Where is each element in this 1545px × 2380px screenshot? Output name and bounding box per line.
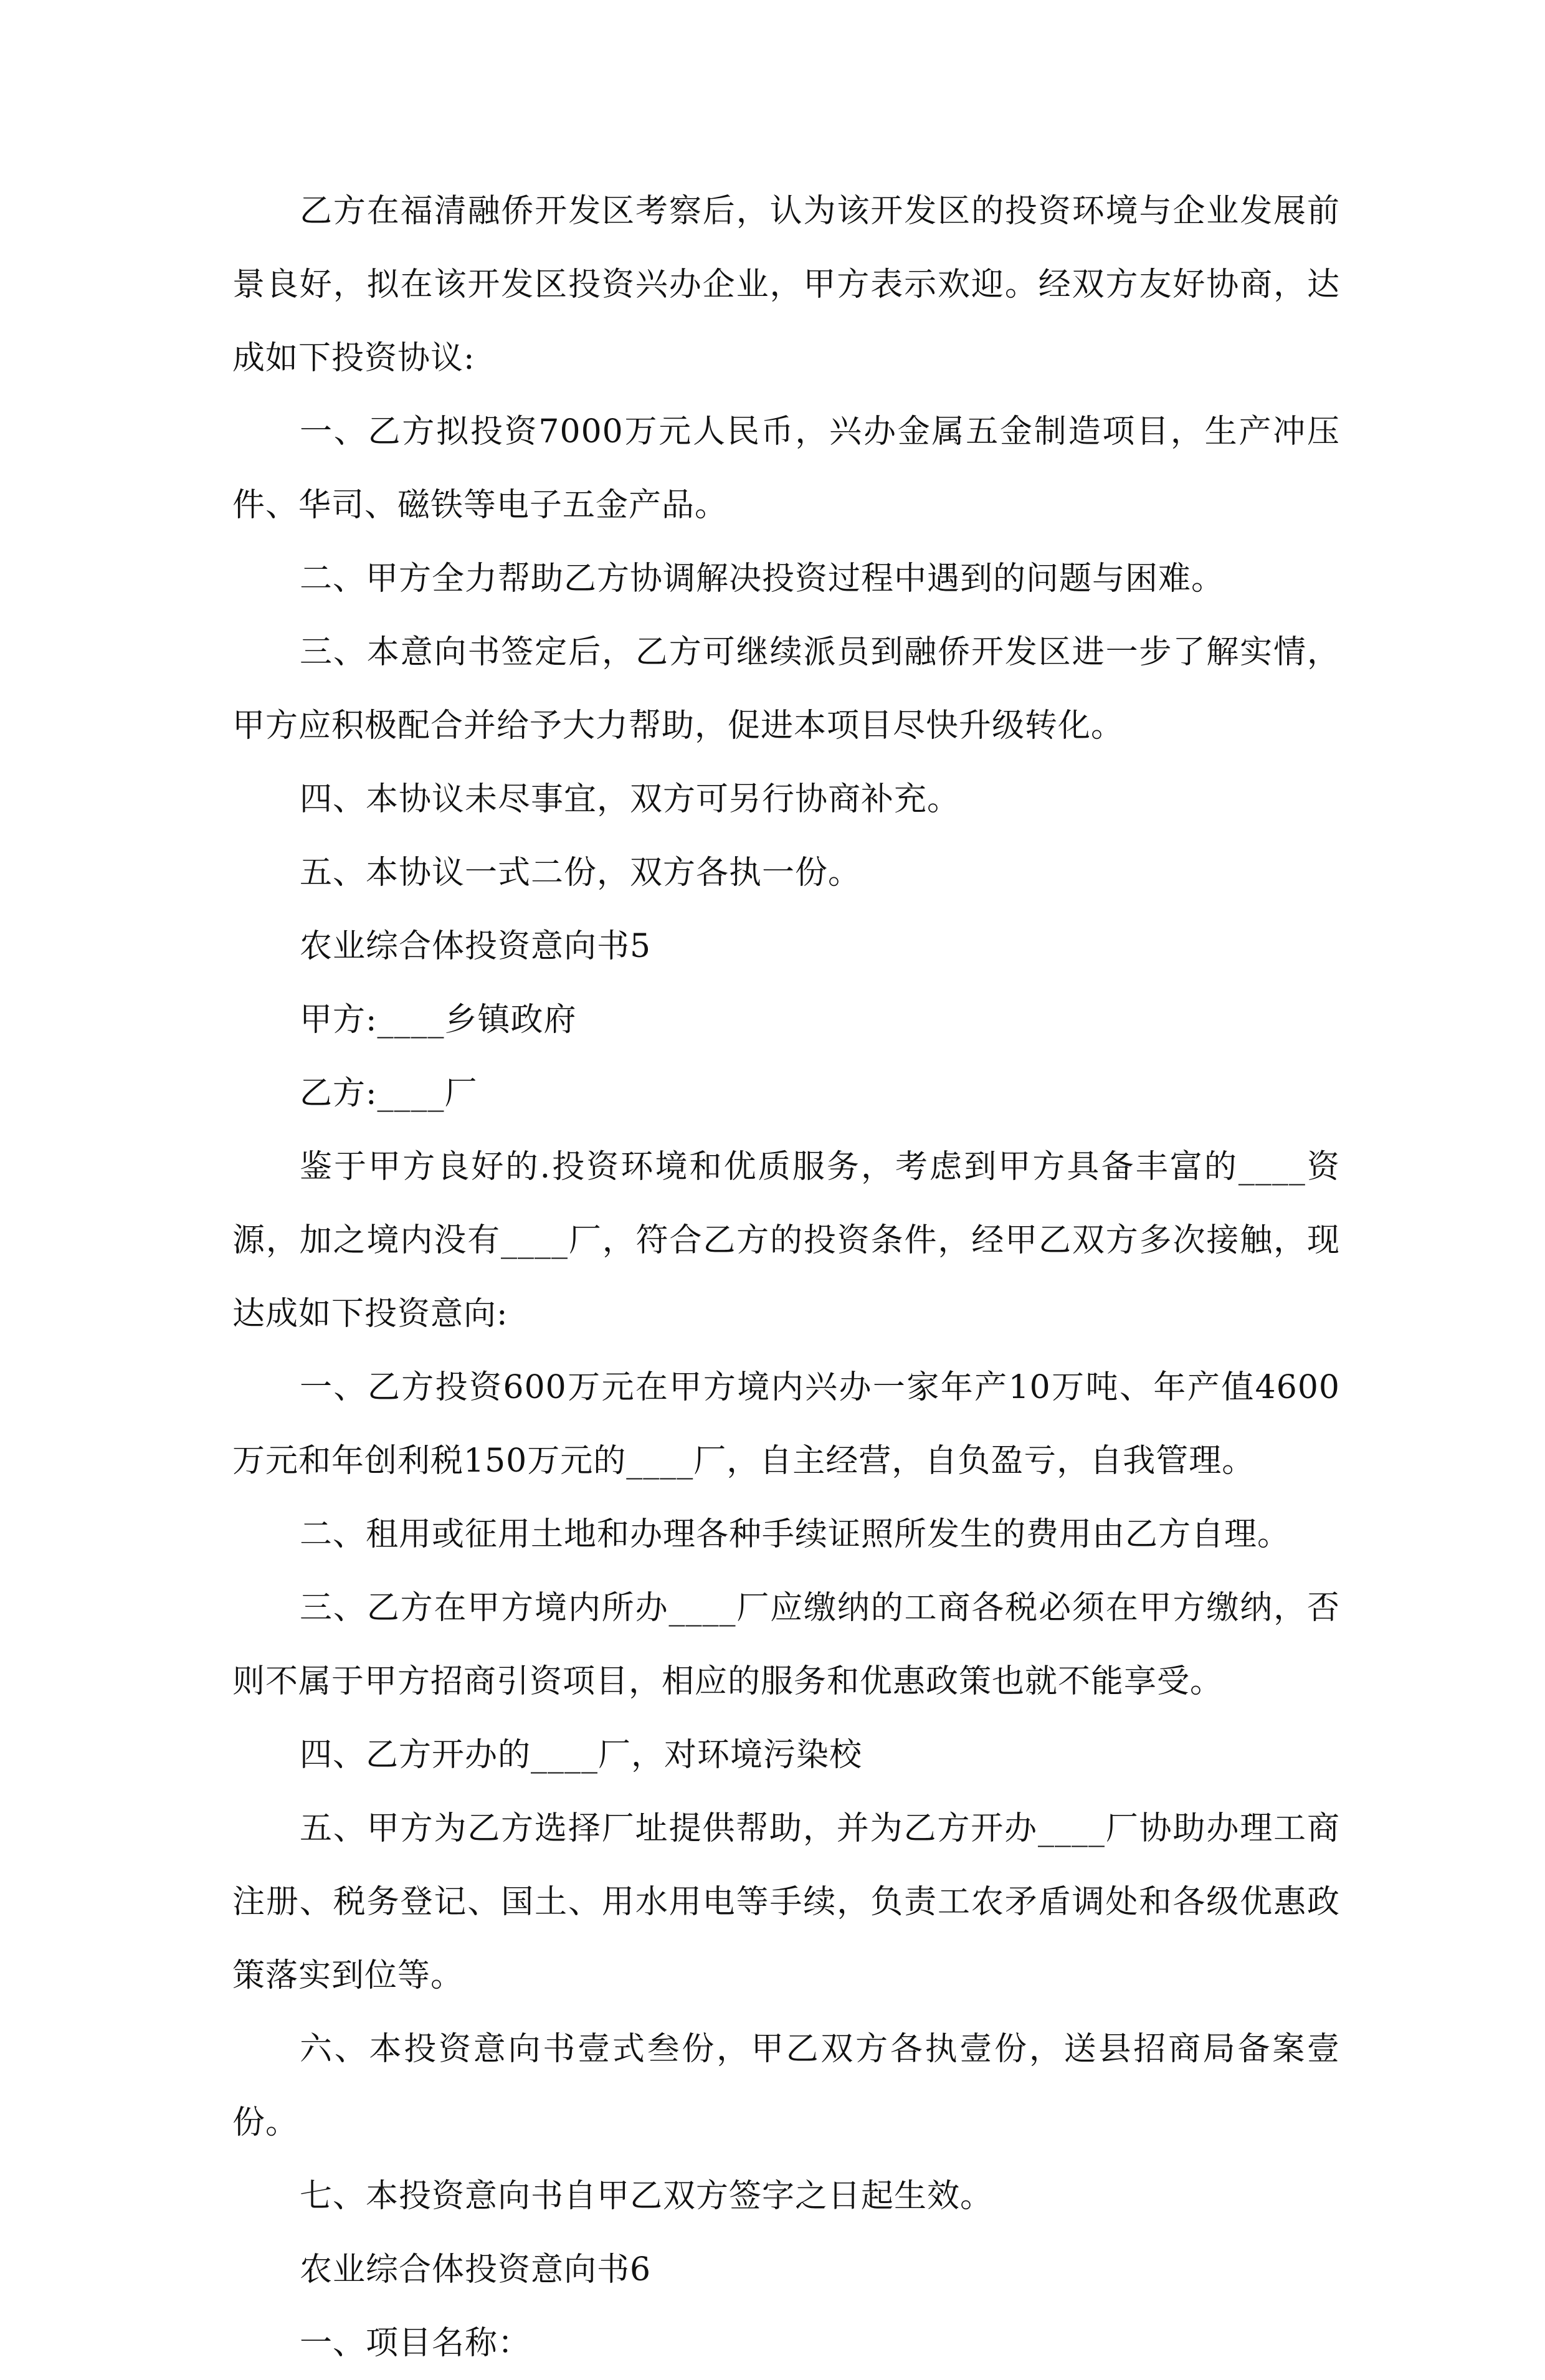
paragraph-term-3: 三、乙方在甲方境内所办____厂应缴纳的工商各税必须在甲方缴纳，否则不属于甲方招商引资项目，相应的服务和优惠政策也就不能享受。 xyxy=(232,1589,1340,1700)
paragraph-preamble: 鉴于甲方良好的.投资环境和优质服务，考虑到甲方具备丰富的____资源，加之境内没有____厂，符合乙方的投资条件，经甲乙双方多次接触，现达成如下投资意向: xyxy=(232,1148,1340,1333)
paragraph-clause-2: 二、甲方全力帮助乙方协调解决投资过程中遇到的问题与困难。 xyxy=(300,560,1225,597)
paragraph-clause-4: 四、本协议未尽事宜，双方可另行协商补充。 xyxy=(300,781,961,818)
paragraph-clause-3: 三、本意向书签定后，乙方可继续派员到融侨开发区进一步了解实情，甲方应积极配合并给予大力帮助，促进本项目尽快升级转化。 xyxy=(232,634,1340,745)
paragraph-clause-5: 五、本协议一式二份，双方各执一份。 xyxy=(300,854,862,892)
section-heading-6: 农业综合体投资意向书6 xyxy=(300,2251,652,2288)
paragraph-term-5: 五、甲方为乙方选择厂址提供帮助，并为乙方开办____厂协助办理工商注册、税务登记、国土、用水用电等手续，负责工农矛盾调处和各级优惠政策落实到位等。 xyxy=(232,1810,1340,1994)
section-heading-5: 农业综合体投资意向书5 xyxy=(300,928,652,965)
party-b-line: 乙方:____厂 xyxy=(300,1075,478,1112)
paragraph-term-7: 七、本投资意向书自甲乙双方签字之日起生效。 xyxy=(300,2178,994,2215)
paragraph-term-2: 二、租用或征用土地和办理各种手续证照所发生的费用由乙方自理。 xyxy=(300,1516,1291,1553)
project-name-line: 一、项目名称： xyxy=(300,2325,531,2362)
paragraph-intro: 乙方在福清融侨开发区考察后，认为该开发区的投资环境与企业发展前景良好，拟在该开发区投资兴办企业，甲方表示欢迎。经双方友好协商，达成如下投资协议: xyxy=(232,193,1340,377)
paragraph-term-4: 四、乙方开办的____厂，对环境污染校 xyxy=(300,1736,863,1774)
document-body xyxy=(232,174,1340,2380)
party-a-line: 甲方:____乡镇政府 xyxy=(300,1001,577,1039)
paragraph-clause-1: 一、乙方拟投资7000万元人民币，兴办金属五金制造项目，生产冲压件、华司、磁铁等电子五金产品。 xyxy=(232,413,1340,524)
paragraph-term-1: 一、乙方投资600万元在甲方境内兴办一家年产10万吨、年产值4600万元和年创利税150万元的____厂，自主经营，自负盈亏，自我管理。 xyxy=(232,1369,1340,1480)
paragraph-term-6: 六、本投资意向书壹式叁份，甲乙双方各执壹份，送县招商局备案壹份。 xyxy=(232,2030,1340,2141)
